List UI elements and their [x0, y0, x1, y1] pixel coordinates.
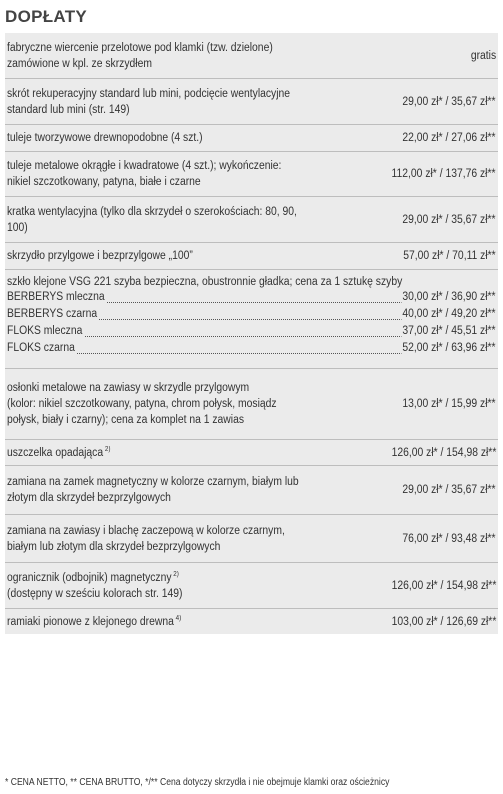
row-description-line: zamiana na zamek magnetyczny w kolorze czarnym, białym lub: [7, 476, 299, 488]
row-description-line: (kolor: nikiel szczotkowany, patyna, chrom połysk, mosiądz: [7, 398, 277, 410]
row-description: [7, 523, 285, 555]
row-description: [7, 274, 402, 290]
row-description-line: fabryczne wiercenie przelotowe pod klamki (tzw. dzielone): [7, 42, 273, 54]
footnote-marker: 2): [171, 571, 179, 579]
row-description-line: ramiaki pionowe z klejonego drewna $^{4)}$: [7, 615, 182, 628]
glass-option-row: [7, 325, 496, 341]
glass-option-row: [7, 291, 496, 307]
table-row: [5, 270, 498, 369]
glass-option-name: BERBERYS czarna: [7, 308, 98, 320]
glass-option-name: FLOKS mleczna: [7, 325, 83, 337]
row-description-line: uszczelka opadająca $^{2)}$: [7, 446, 111, 459]
table-row: [5, 440, 498, 466]
page-title: DOPŁATY: [5, 7, 88, 26]
row-description: [7, 248, 193, 264]
row-description-line: 100): [7, 222, 28, 234]
row-description: [7, 158, 281, 190]
row-description: [7, 380, 277, 428]
table-row: [5, 563, 498, 609]
row-description-line: tuleje tworzywowe drewnopodobne (4 szt.): [7, 132, 203, 144]
table-row: [5, 515, 498, 563]
row-price: 112,00 zł* / 137,76 zł**: [392, 168, 496, 180]
glass-option-price: 40,00 zł* / 49,20 zł**: [402, 308, 496, 320]
row-description: [7, 40, 273, 72]
row-description-line: skrzydło przylgowe i bezprzylgowe „100”: [7, 250, 193, 262]
table-row: [5, 125, 498, 152]
row-description: [7, 614, 181, 630]
row-description-line: nikiel szczotkowany, patyna, białe i czarne: [7, 176, 201, 188]
glass-option-row: [7, 308, 496, 324]
glass-option-price: 52,00 zł* / 63,96 zł**: [402, 342, 496, 354]
table-row: [5, 197, 498, 243]
row-description-line: zamówione w kpl. ze skrzydłem: [7, 58, 152, 70]
row-description-line: osłonki metalowe na zawiasy w skrzydle przylgowym: [7, 382, 250, 394]
row-description: [7, 445, 110, 461]
row-description-line: standard lub mini (str. 149): [7, 104, 130, 116]
row-price: 29,00 zł* / 35,67 zł**: [402, 214, 496, 226]
table-row: [5, 369, 498, 440]
row-price: 57,00 zł* / 70,11 zł**: [403, 250, 496, 262]
table-row: [5, 609, 498, 634]
glass-option-row: [7, 342, 496, 358]
glass-option-price: 37,00 zł* / 45,51 zł**: [402, 325, 496, 337]
row-description-line: zamiana na zawiasy i blachę zaczepową w kolorze czarnym,: [7, 525, 285, 537]
leader-dots: [37, 336, 436, 337]
row-description-line: tuleje metalowe okrągłe i kwadratowe (4 szt.); wykończenie:: [7, 160, 282, 172]
row-description-line: białym lub złotym dla skrzydeł bezprzylgowych: [7, 541, 221, 553]
row-description: [7, 204, 297, 236]
row-price: gratis: [470, 50, 496, 62]
footer-note: * CENA NETTO, ** CENA BRUTTO, */** Cena dotyczy skrzydła i nie obejmuje klamki oraz ościeżnicy: [5, 777, 390, 788]
table-row: [5, 466, 498, 515]
row-price: 29,00 zł* / 35,67 zł**: [402, 96, 496, 108]
leader-dots: [37, 353, 436, 354]
row-price: 76,00 zł* / 93,48 zł**: [402, 533, 496, 545]
row-description-line: złotym dla skrzydeł bezprzylgowych: [7, 492, 171, 504]
table-row: [5, 33, 498, 79]
table-row: [5, 243, 498, 270]
row-description-line: (dostępny w sześciu kolorach str. 149): [7, 588, 183, 600]
surcharge-table: [5, 33, 498, 634]
row-description: [7, 130, 203, 146]
row-description-line: kratka wentylacyjna (tylko dla skrzydeł o szerokościach: 80, 90,: [7, 206, 297, 218]
row-price: 29,00 zł* / 35,67 zł**: [402, 484, 496, 496]
footnote-marker: 4): [173, 615, 182, 623]
row-description: [7, 474, 299, 506]
row-description-line: ogranicznik (odbojnik) magnetyczny $^{2)}$: [7, 571, 179, 584]
row-price: 126,00 zł* / 154,98 zł**: [391, 580, 496, 592]
row-description: [7, 86, 290, 118]
row-price: 126,00 zł* / 154,98 zł**: [391, 447, 496, 459]
glass-option-name: FLOKS czarna: [7, 342, 75, 354]
row-description-line: połysk, biały i czarny); cena za komplet na 1 zawias: [7, 414, 245, 426]
row-price: 22,00 zł* / 27,06 zł**: [402, 132, 496, 144]
row-price: 13,00 zł* / 15,99 zł**: [402, 398, 496, 410]
row-price: 103,00 zł* / 126,69 zł**: [391, 616, 496, 628]
row-description: [7, 570, 182, 602]
glass-option-price: 30,00 zł* / 36,90 zł**: [402, 291, 496, 303]
footnote-marker: 2): [103, 446, 111, 454]
table-row: [5, 79, 498, 125]
row-description-line: skrót rekuperacyjny standard lub mini, podcięcie wentylacyjne: [7, 88, 291, 100]
table-row: [5, 152, 498, 197]
row-description-line: szkło klejone VSG 221 szyba bezpieczna, obustronnie gładka; cena za 1 sztukę szyby: [7, 276, 403, 288]
glass-option-name: BERBERYS mleczna: [7, 291, 105, 303]
